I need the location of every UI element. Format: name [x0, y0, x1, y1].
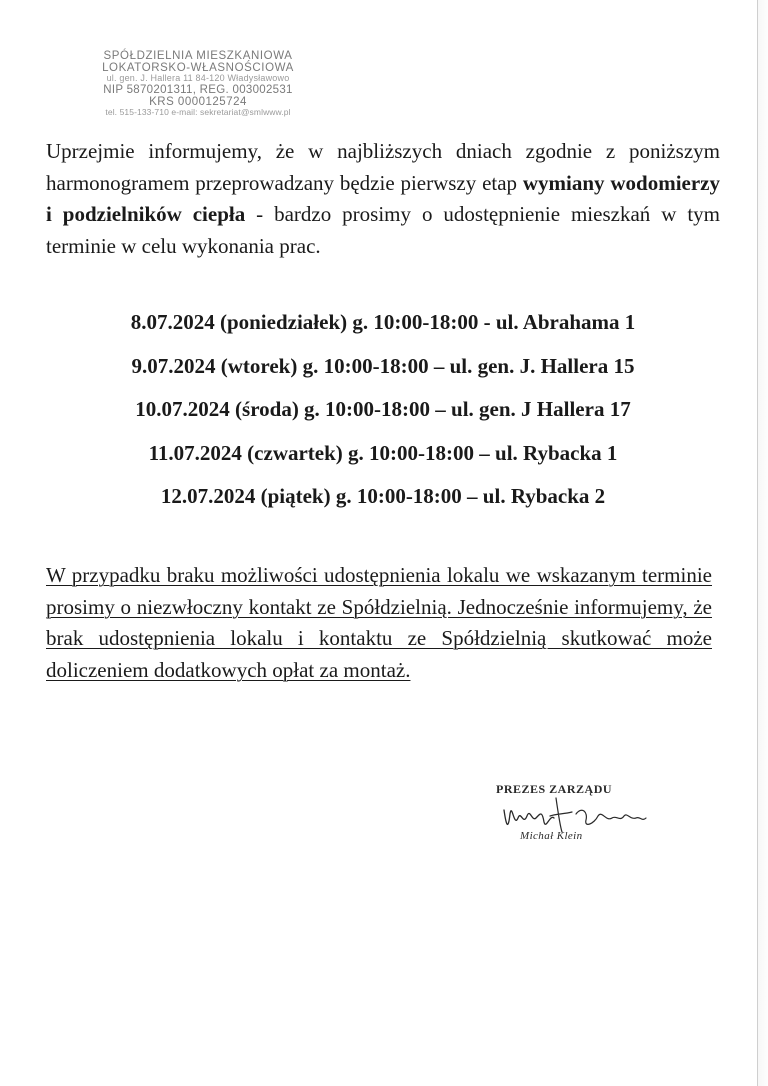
schedule-row: 11.07.2024 (czwartek) g. 10:00-18:00 – ul. Rybacka 1	[148, 440, 618, 465]
schedule-row: 8.07.2024 (poniedziałek) g. 10:00-18:00 - ul. Abrahama 1	[130, 310, 636, 334]
stamp-line-contact: tel. 515-133-710 e-mail: sekretariat@smlwww.pl	[105, 106, 291, 117]
notice-paragraph: W przypadku braku możliwości udostępnienia lokalu we wskazanym terminie prosimy o niezwłoczny kontakt ze Spółdzielnią. Jednocześnie informujemy, że brak udostępnienia lokalu i kontaktu ze Spółdzielnią skutkować może doliczeniem dodatkowych opłat za montaż.	[46, 563, 712, 682]
scan-margin	[758, 0, 768, 1086]
intro-paragraph	[46, 136, 720, 262]
signature-block	[490, 782, 660, 852]
scan-edge-line	[757, 0, 758, 1086]
cooperative-stamp	[88, 50, 308, 117]
schedule-row: 12.07.2024 (piątek) g. 10:00-18:00 – ul. Rybacka 2	[160, 484, 606, 508]
stamp-line-address: ul. gen. J. Hallera 11 84-120 Władysławowo	[106, 73, 290, 84]
schedule-row: 10.07.2024 (środa) g. 10:00-18:00 – ul. gen. J Hallera 17	[135, 397, 631, 421]
schedule-list	[46, 305, 720, 523]
schedule-row: 9.07.2024 (wtorek) g. 10:00-18:00 – ul. gen. J. Hallera 15	[131, 353, 635, 378]
stamp-line-krs: KRS 0000125724	[149, 95, 247, 108]
stamp-line-nip: NIP 5870201311, REG. 003002531	[103, 83, 293, 96]
intro-text-before: Uprzejmie informujemy, że w najbliższych dniach zgodnie z poniższym harmonogramem przeprowadzany będzie pierwszy etap	[46, 139, 720, 195]
stamp-line-name: SPÓŁDZIELNIA MIESZKANIOWA	[103, 50, 293, 62]
intro-bold-phrase: wymiany wodomierzy i podzielników ciepła	[46, 170, 720, 226]
signature-title: PREZES ZARZĄDU	[496, 782, 613, 796]
stamp-line-type: LOKATORSKO-WŁASNOŚCIOWA	[102, 62, 294, 75]
signature-name: Michał Klein	[520, 830, 583, 842]
intro-text-after: - bardzo prosimy o udostępnienie mieszkań w tym terminie w celu wykonania prac.	[46, 202, 720, 258]
